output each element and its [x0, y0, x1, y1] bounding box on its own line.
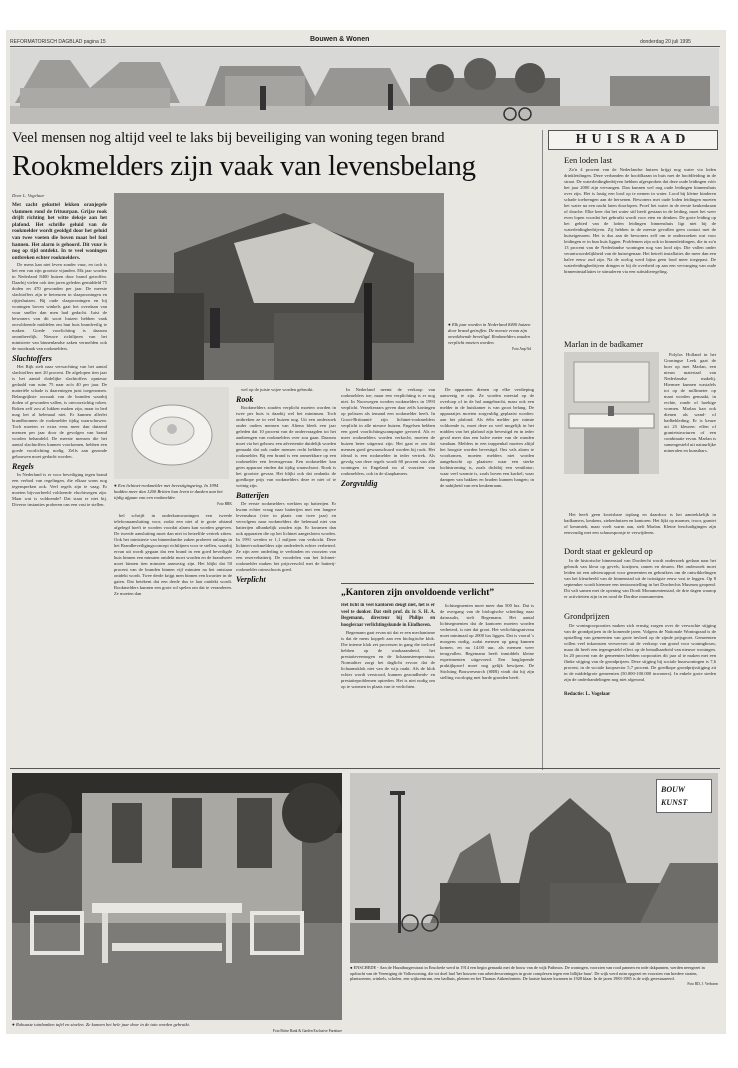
- caption-bullet: ●: [350, 965, 354, 970]
- article-paragraph: Het Rijk stelt naar verwachting van het aantal slachtoffers met 20 procent. De afgelopen tien jaar is het aantal dodelijke slachtoffers opnieuw gedaald van ruim 75 naar zo'n 40 per jaar. De materiële schade is daarentegen juist toegenomen. Belangrijkste oorzaak van de branden waarbij doden of gewonden vallen, is onvoorzichtig roken. Roken zelf zou al lukken maken zijn, maar in bed mag het al helemaal niet. Er kunnen allerlei brandbronnen de rookmelder tijdig waarschuwen. Toch moeten er extra eens meer dan duizend mensen per jaar door de gevolgen van brand worden behandeld. De meeste mensen die het aantal slachtoffers kunnen voorkomen, hebben een goede voorlichting nodig. Zelfs aan gezonde gebouwen moet gedacht worden.: [12, 364, 107, 460]
- sidebar-divider: [542, 130, 543, 770]
- article-paragraph: De mens kan niet leven zonder vuur, en toch is het een van zijn grootste vijanden. Elk jaar worden in Nederland 8400 huizen door brand getroffen. Daarbij vielen ook tien jaren geleden gemiddeld 75 doden en 470 gewonden per jaar. De meeste slachtoffers zijn te betreuren in slaapwoningen en rijtjeshuizen. Bij oude slaapwoningen en bij woningen boven winkels gaat het overdaan van vuur sneller dan men had gedacht. Juist de bewoners van dit soort huizen hebben vaak onvoldoende middelen om hun huis brandveilig te maken. Goede voorlichting is daarom onontbeerlijk. Nieuwe richtlijnen van het ministerie van binnenlandse zaken vermelden ook de noodzaak van rookmelders.: [12, 262, 107, 352]
- caption-bullet: ●: [448, 322, 452, 327]
- caption-credit: Foto Britse Bank & Garden Exclusive Furniture: [272, 1029, 342, 1033]
- subhead-verplicht: Verplicht: [236, 575, 266, 584]
- subhead-slachtoffers: Slachtoffers: [12, 354, 52, 364]
- sidebar-section-body: [564, 512, 716, 542]
- photo-house-fire: [114, 193, 444, 380]
- photo-house-fire-caption: [448, 322, 531, 352]
- article-column-5: [440, 387, 534, 583]
- quote-headline: „Kantoren zijn onvoldoende verlicht”: [341, 588, 495, 598]
- byline: Door L. Vogelaar: [12, 193, 45, 198]
- quote-rule: [341, 583, 534, 584]
- sidebar-section-title: Een loden last: [564, 155, 613, 165]
- caption-bullet: ●: [114, 483, 118, 488]
- sidebar-section-title: Marlan in de badkamer: [564, 339, 644, 349]
- subhead-batterijen: Batterijen: [236, 491, 269, 500]
- sidebar-section-title: Dordt staat er gekleurd op: [564, 546, 653, 556]
- photo-marlan-bathroom: [564, 352, 659, 474]
- subhead-regels: Regels: [12, 462, 34, 472]
- photo-smoke-detector: [114, 387, 229, 479]
- caption-bullet: ●: [12, 1022, 16, 1027]
- photo-smoke-detector-caption: [114, 483, 232, 507]
- masthead-section: Bouwen & Wonen: [310, 36, 370, 43]
- masthead-rule: [10, 46, 720, 47]
- sidebar-paragraph: Polyloc Holland in het Groningse Leek gaat de boer op met Marlan, een nieuw materiaal van Nederlandse makelij. Hiermee kunnen wastafels tot op de millimeter op maat worden gemaakt, in rechte, ronde of hoekige vormen. Marlan kan ook dienen als wand- of badbekleding. Er is keuze uit 25 kleuren: effen of granietstructuren of een combinatie ervan. Marlan is samengesteld uit natuurlijke mineralen en kunsthars.: [664, 352, 716, 453]
- article-paragraph: De eerste rookmelders werkten op batterijen. Er kwam echter vraag naar batterijen met een langere levensduur (vier in plaats van twee jaar) en vervolgens naar rookmelders die helemaal niet van batterijen afhankelijk zouden zijn. Er kwamen dan ook apparaten die op het lichtnet aangesloten worden. In 1991 werden er 1,1 miljoen van verkocht. Deze lichtnet-rookmelders zijn onderdeels echter verbeterd. Ze zijn zeer onderling te verbinden en voorzien van een reservebatterij. De voordelen van het lichtnet-rookmelder maken het prijsverschil met de batterij-rookmelder ruimschoots goed.: [236, 501, 336, 572]
- sidebar-paragraph: Het heeft geen kwetsbare toplaag en daardoor is het aantrekkelijk in badkamers, keukens, ziekenhuizen en kantoren. Het lijkt op marmer, ivoor, graniet of keramiek, maar voelt warm aan, stelt Marlan. Kleine beschadigingen zijn eenvoudig met een schuursponsje te verwijderen.: [564, 512, 716, 535]
- quote-paragraph: lichtsegmenten moet meer dan 500 lux. Dat is de overgang van de biologische scheiding naar dainssulis, stelt Begemann. Het aantal lichtsegmenten dat de kantoren moeten worden verbeterd, is niet dat groot. Het verlichtingsniveau moet minimaal op 2000 lux liggen. Dat is vooral 's morgens nodig, zodat mensen op gang kunnen komen, en na 14.00 uur, als mensen weer terugvallen. Begemann heeft inmiddels kleine experimenten uitgevoerd. Een langlopende praktijkproef moet nog gelijk bewijzen. De Stichting Bouwresearch (SBR) vindt dat hij zijn stelling voorlopig met harde gronden heeft.: [440, 603, 534, 680]
- sidebar-section-title: Grondprijzen: [564, 611, 610, 621]
- article-column-2: [114, 513, 232, 691]
- photo-garden-caption: [12, 1022, 342, 1034]
- caption-credit: Foto RD, J. Verboom: [687, 981, 718, 986]
- caption-text: Elk jaar worden in Nederland 8400 huizen door brand getroffen. De meeste ervan zijn onvoldoende beveiligd. Rookmelders zouden verplicht moeten worden.: [448, 322, 531, 345]
- sidebar-section-body: [564, 558, 716, 608]
- sidebar-section-body: [664, 352, 716, 512]
- section-rule: [10, 768, 720, 769]
- caption-credit: Foto BRK: [217, 502, 232, 506]
- photo-enschede-caption: [350, 965, 718, 987]
- article-column-3: [236, 387, 336, 691]
- quote-column-right: [440, 603, 534, 691]
- caption-text: Robuuste tuinbanken tafel en stoelen. Ze kunnen het hele jaar door in de tuin worden gebruikt.: [15, 1022, 190, 1027]
- article-paragraph: wel op de juiste wijze worden gebruikt.: [241, 387, 314, 392]
- article-paragraph: In Nederland is er voor beveiliging tegen brand een verbod van regelingen, die elkaar soms nog tegenspreken ook. Veel regels zijn te vaag. Er moeten bijvoorbeeld voldoende vluchtwegen zijn. Maar wat is voldoende? Dat staat er niet bij. Diverse instanties proberen ons een vast te stellen.: [12, 472, 107, 508]
- subhead-rook: Rook: [236, 395, 254, 404]
- masthead-left: REFORMATORISCH DAGBLAD pagina 15: [10, 39, 106, 45]
- caption-credit: Foto Anp/Ad: [512, 347, 531, 351]
- sidebar-section-body: [564, 167, 716, 339]
- article-paragraph: bel schrijft in onderkomwoningen een tweede telefoonaansluiting voor, zodat een niet al te grote afstand afgelegd hoeft te worden voordat alarm kan worden gegeven. De tweede aansluiting moet dan niet in hetzelfde vertrek zitten. Ook het ministerie van binnenlandse zaken probeert onlangs in het Brandbeveiligingsconcept richtlijnen voor te stellen, waarbij ervan uit wordt gegaan dat een brand in een goed beveiligde huis binnen een minuten ontdekt moet worden en de brandweer moet binnen tien minuten aanwezig zijn. Het blijkt dat 50 procent van de branden binnen vijf minuten na het ontstaan ontdekt wordt. Twee derde krijgt men binnen een kwartier in de gaten. Dat betekent dat een derde dus te laat ontdekt wordt. Rookmelders kunnen een grote rol spelen om dat te veranderen. Ze moeten dan: [114, 513, 232, 596]
- sidebar-title: HUISRAAD: [548, 130, 718, 150]
- article-column-1: [12, 193, 107, 691]
- masthead-date: donderdag 20 juli 1995: [640, 39, 691, 45]
- sidebar-paragraph: Zo'n 4 procent van de Nederlandse huizen krijgt nog water via loden drinkleidingen. Deze verbanden de hoofdkraan in huis met de hoofdleiding in de straat. De waterleidingbedrijven hebben afgesproken dat deze oude leidingen vóór het jaar 2000 zijn vervangen. Dan kunnen wel nog oude leidingen binnenshuis over zijn. Het is lastig een lood op te nemen in water. Lood bij kleine kinderen schade toebrengen aan de hersenen. Bewoners met oude loden leidingen moeten het water na een nacht laten doorlopen. Proef het water in de eerste keukenkraan of douche. Elke keer dat het water stil heeft gestaan in de leiding, moet het weer even lopen voordat het gebruikt wordt voor eten en drinken. De grote leiding op het gebied van de loden leidingen binnenshuis ligt niet bij de waterleidingbedrijven. Zij hebben in de meeste gevallen geen contact met de huiseigenaren. Het is dus aan de bewoners zelf om te onderzoeken wat voor leidingen er in hun huis liggen. Problemen zijn ook in binnenleidingen, die in zo'n 13 procent van de Nederlandse woningen nog van lood zijn. Die vallen onder verantwoordelijkheid van de huiseigenaar. Het betreft installaties die meer dan een halve eeuw oud zijn. Na de oorlog werd bijna geen lood meer toegepast. De waterleidingbedrijven dringen er bij de overheid op aan een vervanging van oude binneninstallaties te stimuleren via een subsidieregeling.: [564, 167, 716, 274]
- sidebar-paragraph: De woningcorporaties maken zich ernstig zorgen over de verwachte stijging van de grondprijzen in de komende jaren. Volgens de Nationale Woningraad is de opstelling van gemeenten van grote invloed op de zijnde prijsgroei. Gemeenten willen veel inkomsten verwerven uit de verkoop van grond voor woningbouw, maar dit heeft een tegengesteld effect op de betaalbaarheid van nieuwe woningen. In 20 procent van de gemeenten hebben corporaties dit jaar al te maken met een flinke stijging van de grondprijzen. Deze stijging bij sociale huurwoningen is 7,6 procent, in de sociale koopsector 5,7 procent. De goedkope grondprijsstijging zit in de middelgrote gemeenten (50.000-100.000 inwoners). In enkele grote steden zijn de onderhandelingen nog niet afgerond.: [564, 623, 716, 682]
- photo-garden-furniture: [12, 773, 342, 1020]
- sidebar-redactie: Redactie: L. Vogelaar: [564, 692, 611, 697]
- subhead-zorgvuldig: Zorgvuldig: [341, 479, 378, 488]
- article-paragraph: Rookmelders zouden verplicht moeten worden in twee per huis is daarbij wel het minimum. Toch ontbreken ze in veel huizen nog. Uit een onderzoek onder ouders mensen van Altena bleek een jaar geleden dat 10 procent van de ondervraagden tot het aanbrengen van rookmelders over zou gaan. Daarom moet via het gebouw een advertentie duidelijk worden gemaakt dat ook ouder mensen recht hebben op een rookmelder. Bij een brand is een onmerkbare op een rookmelder een levensgevaar. Een rookmelder kan geen apparaat vinden dat tijdig waarschuwt. Rook is het grootste gevaar. Het blijkt ook dat ondanks de goedkope prijs van rookmelders deze er niet of te weinig zijn.: [236, 405, 336, 488]
- sidebar-section-body: [564, 623, 716, 691]
- quote-lead: Het licht in veel kantoren deugt niet, het is er veel te donker. Dat stelt prof. dr. ir. S. H. A. Begemann, directeur bij Philips en hoogleraar verlichtingskunde in Eindhoven.: [341, 603, 435, 628]
- article-paragraph: De apparaten dienen op elke verdieping aanwezig te zijn. Ze worden meestal op de overloop of in de hal aangebracht, maar ook een melder in de huiskamer is van groot belang. De apparaatjes moeten zorgvuldig geplaatst worden: aan het plafond. Als ééln melder per ruimte voldoende is, moet deze zo veel mogelijk in het midden van het plafond zijn bevestigd en in ieder geval meer dan een halve meter van de wanden vandaan. Melders in een trappenhal moeten altijd het hoogste worden bevestigd. Ons vals alarm te voorkomen, moeten melders niet worden aangebracht op plaatsen: waar een sterke luchtstroming is, zoals dichtbij een ventilator; waar veel warmte is, zoals boven een kachel; waar dampen van bakken en braden kunnen hangen; in de nabijheid van een keukenraam.: [440, 387, 534, 488]
- article-lead: Met zacht gekuttel lekken oranjegele vlammen rond de frituurpan. Grijze rook drijft richting het witte deksje aan het plafond. Het schrille geluid van de rookmelder wordt geoidgd door het geluid van twee voeten die boven maat bel fonl hannen. Het alarm is gehoord. Dit vuur is nog op tijd ontdekt. In te veel woningen ontbreken echter rookmelders.: [12, 202, 107, 261]
- photo-enschede-houses: [350, 773, 718, 963]
- caption-text: ENSCHEDE - Aan de Hazaiburgerstraat in Enschede werd in 1914 een begin gemaakt met de bouw van de wijk Pathmos. De woningen, voorzien van rood pannen en rode dakpannen, werden neergezet in opdracht van de Vereniging de Volkswoning, die tot doel had 'het bouwen van arbeiderswoningen in grote complexen tegen een billijke huur'. De wijk werd ruim opgezet en voorzien van bredere straten, plantsoenen, winkels, scholen, een wijkcentrum, een badhuis, pleinen en het Thomas Aitkenfontein. De laatste huizen kwamen in 1928 klaar. In de jaren 1983-1985 is de wijk gerestaureerd.: [350, 965, 705, 982]
- article-paragraph: In Nederland neemt de verkoop van rookmelders toe, maar een verplichting is er nog niet. In Noorwegen worden rookmelders in 1993 verplicht. Verzekeraars geven daar zelfs kortingen op polissen als iemand een rookmelder heeft. In Groot-Brittannië zijn lichtnet-rookmelders verplicht in alle nieuwe huizen. Engelsen hebben een goed voorlichtingscampagne gevoerd. Als er meer rookmelders worden verkocht, moeten de huizen beter uitgerust zijn. Het gaat er om dat mensen goed gewaarschuwd worden bij rook. Het ideaal is een rookmelder in ieder vertrek. Als gevolg van deze regels wordt 60 procent van alle woningen in Engeland nu al voorzien van rookmelders, ook in de slaapkamers.: [341, 387, 435, 476]
- quote-column-left: [341, 603, 435, 691]
- sidebar-paragraph: In de historische binnenstad van Dordrecht wordt onderzoek gedaan naar het gebruik van kleur op gevels, kozijnen, ramen en deuren. Het onderzoek moet leiden tot een adviesrapport voor gemeenten en gebruikers om de ontwikkelingen van het kleurbeeld van de binnenstad uit de twintigste eeuw vast te leggen. Op 8 september wordt hiermee een tentoonstelling in het Dordrechts Museum geopend. Dit valt samen met de opening van Dordt Monumentenstad, de drie dagen waarop er activiteiten zijn in en rond de Dordtse monumenten.: [564, 558, 716, 599]
- bouwkunst-label: BOUW KUNST: [656, 779, 712, 813]
- caption-text: Een lichtnet-rookmelder met bevestigingsring. In 1994 hadden meer dan 1200 Britten hun leven te danken aan het tijdig afgaan van een rookmelder.: [114, 483, 223, 500]
- quote-paragraph: Begemann gaat ervan uit dat er een mechanisme is dat de mens koppelt aan een biologische klok. Die interne klok zet processen in gang die invloed hebben op de waakzaamheid, het prestatievermogen en de lichaamstemperatuur. Normaliter zorgt het daglicht ervoor dat de lichaamsklok niet van de wijs raakt. Als de klok echter wordt verstoord, kunnen gezondheids- en prestatieproblemen optreden. Het is niet nodig om op te warmen in plaats van te verlichten.: [341, 630, 435, 690]
- article-kicker: Veel mensen nog altijd veel te laks bij beveiliging van woning tegen brand: [12, 130, 445, 146]
- article-headline: Rookmelders zijn vaak van levensbelang: [12, 150, 476, 182]
- header-illustration: [10, 48, 719, 124]
